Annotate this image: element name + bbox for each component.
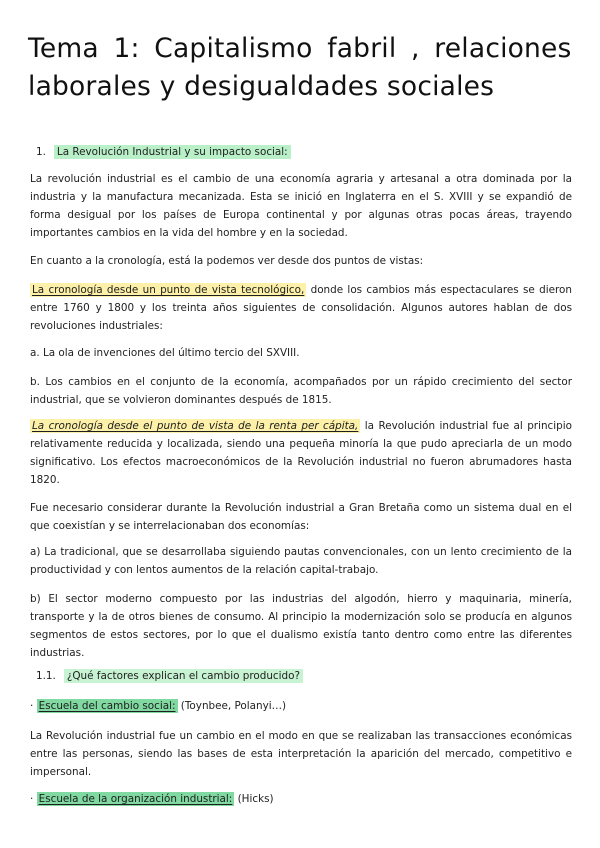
paragraph-point-b: b. Los cambios en el conjunto de la economía, acompañados por un rápido crecimiento del sector industrial, que se volvieron dominantes después de 1815. [30,376,572,406]
title-line-2: laborales y desigualdades sociales [28,71,495,102]
school-industrial-organization [30,790,572,808]
school-industrial-organization-authors: (Hicks) [234,793,274,805]
bullet: · [30,700,34,712]
paragraph-social-change: La Revolución industrial fue un cambio en el modo en que se realizaban las transacciones económicas entre las personas, siendo las bases de esta interpretación la aparición del mercado, competitivo e impersonal. [30,730,572,778]
paragraph-point-a: a. La ola de invenciones del último tercio del SXVIII. [30,347,300,359]
school-industrial-organization-label: Escuela de la organización industrial: [38,793,233,805]
title-line-1: Tema 1: Capitalismo fabril , relaciones [28,33,572,64]
paragraph-income-chronology [30,417,572,489]
page-title [28,30,588,106]
section-1-1-number: 1.1. [36,670,56,682]
paragraph-chronology-intro: En cuanto a la cronología, está la podemos ver desde dos puntos de vistas: [30,255,424,267]
school-social-change-label: Escuela del cambio social: [38,700,176,712]
section-1-title: La Revolución Industrial y su impacto social: [54,145,291,159]
paragraph-modern-sector: b) El sector moderno compuesto por las industrias del algodón, hierro y maquinaria, minería, transporte y la de otros bienes de consumo. Al principio la modernización solo se producía en algunos segmentos de estos sectores, por lo que el dualismo existía tanto dentro como entre las diferentes industrias. [30,593,572,659]
tech-chronology-highlight: La cronología desde un punto de vista tecnológico, [32,284,305,296]
income-chronology-text: la Revolución industrial fue al principio relativamente reducida y localizada, siendo una pequeña minoría la que pudo apreciarla de un modo significativo. Los efectos macroeconómicos de la Revolución industrial no fueron abrumadores hasta 1820. [30,420,572,486]
paragraph-tech-chronology [30,281,572,335]
school-social-change-authors: (Toynbee, Polanyi…) [177,700,287,712]
paragraph-definition: La revolución industrial es el cambio de una economía agraria y artesanal a otra dominada por la industria y la manufactura mecanizada. Esta se inició en Inglaterra en el S. XVIII y se expandió de forma desigual por los países de Europa continental y por algunas otras pocas áreas, trayendo importantes cambios en la vida del hombre y en la sociedad. [30,173,572,239]
section-1-heading [36,143,578,161]
tech-chronology-text: donde los cambios más espectaculares se dieron entre 1760 y 1800 y los treinta años siguientes de consolidación. Algunos autores hablan de dos revoluciones industriales: [30,284,572,332]
paragraph-dual-system: Fue necesario considerar durante la Revolución industrial a Gran Bretaña como un sistema dual en el que coexistían y se interrelacionaban dos economías: [30,502,572,532]
bullet: · [30,793,34,805]
section-1-1-heading [36,667,578,685]
section-1-1-title: ¿Qué factores explican el cambio producido? [64,669,303,683]
school-social-change [30,697,572,715]
paragraph-traditional-sector: a) La tradicional, que se desarrollaba siguiendo pautas convencionales, con un lento crecimiento de la productividad y con lentos aumentos de la relación capital-trabajo. [30,546,572,576]
section-1-number: 1. [36,146,46,158]
income-chronology-highlight: La cronología desde el punto de vista de la renta per cápita, [32,420,359,432]
